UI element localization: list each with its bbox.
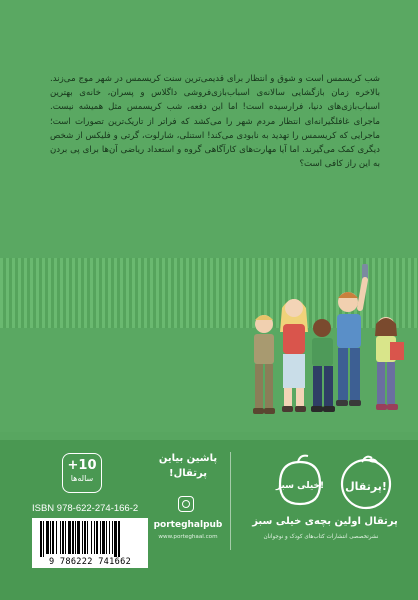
barcode-bar <box>118 521 120 557</box>
join-call-to-action: پاشین بیاین پرتقال! <box>158 453 218 479</box>
barcode-bar <box>84 521 86 554</box>
barcode-bar <box>102 521 105 554</box>
barcode-bar <box>112 521 113 554</box>
blurb-text: شب کریسمس است و شوق و انتظار برای قدیمی‌ترین سنت کریسمس در شهر موج می‌زند. بالاخره زمان بازگشایی سالانه‌ی اسباب‌بازی‌فروشی داگلاس و پسران، خانه‌ی بهترین اسباب‌بازی‌های دنیا، فرارسیده است! اما این دفعه، شب کریسمس مثل همیشه نیست. ماجرای غافلگیرانه‌ای انتظار مردم شهر را می‌کشد که فراتر از تاریک‌ترین تصورات است؛ ماجرایی که کریسمس را تهدید به نابودی می‌کند! استنلی، شارلوت، گرتی و فلیکس از شخص دیگری کمک می‌گیرند. اما آیا مهارت‌های کارآگاهی گروه و استعداد ریاضی آن‌ها برای پی بردن به این راز کافی است؟ <box>50 74 380 170</box>
vertical-divider <box>230 452 231 550</box>
barcode <box>32 518 148 568</box>
kid-illustration-4 <box>336 264 368 406</box>
age-badge <box>62 453 102 493</box>
barcode-bar <box>114 521 117 557</box>
website-url: www.porteghaal.com <box>158 534 218 540</box>
barcode-bar <box>56 521 57 554</box>
barcode-bar <box>96 521 98 554</box>
barcode-bar <box>62 521 64 554</box>
porteghal-logo <box>336 452 396 510</box>
barcode-bar <box>94 521 95 554</box>
kid-illustration-3 <box>311 319 335 412</box>
barcode-bar <box>109 521 110 554</box>
barcode-bar <box>100 521 101 554</box>
barcode-bar <box>60 521 61 554</box>
barcode-bar <box>106 521 107 554</box>
barcode-bar <box>50 521 51 554</box>
svg-text:پرتقال!: پرتقال! <box>345 480 387 493</box>
barcode-bar <box>82 521 83 554</box>
age-number: +10 <box>67 458 97 473</box>
barcode-bar <box>91 521 92 554</box>
isbn-label: ISBN 978-622-274-166-2 <box>32 503 139 514</box>
kid-illustration-2 <box>280 299 308 412</box>
barcode-bar <box>77 521 80 554</box>
kid-illustration-1 <box>253 315 275 414</box>
svg-text:خیلی سبز!: خیلی سبز! <box>275 481 325 491</box>
kheili-sabz-logo <box>270 452 330 510</box>
barcode-bars <box>38 521 142 557</box>
barcode-bar <box>72 521 74 554</box>
barcode-bar <box>40 521 42 557</box>
barcode-bar <box>87 521 88 554</box>
barcode-bar <box>68 521 71 554</box>
age-unit: ساله‌ها <box>70 474 94 483</box>
publisher-subtagline: نشرتخصصی انتشارات کتاب‌های کودک و نوجوانان <box>263 534 379 540</box>
barcode-bar <box>52 521 54 554</box>
barcode-digits: 9 786222 741662 <box>48 557 132 567</box>
instagram-handle: porteghalpub <box>153 520 223 530</box>
barcode-bar <box>43 521 44 557</box>
children-illustration <box>240 262 408 438</box>
publisher-tagline: پرتقال اولین بچه‌ی خیلی سبز <box>252 516 398 527</box>
barcode-bar <box>75 521 76 554</box>
kid-illustration-5 <box>375 317 404 410</box>
barcode-bar <box>46 521 49 554</box>
instagram-icon <box>178 496 194 512</box>
stripe-fade <box>0 218 418 258</box>
barcode-bar <box>65 521 66 554</box>
